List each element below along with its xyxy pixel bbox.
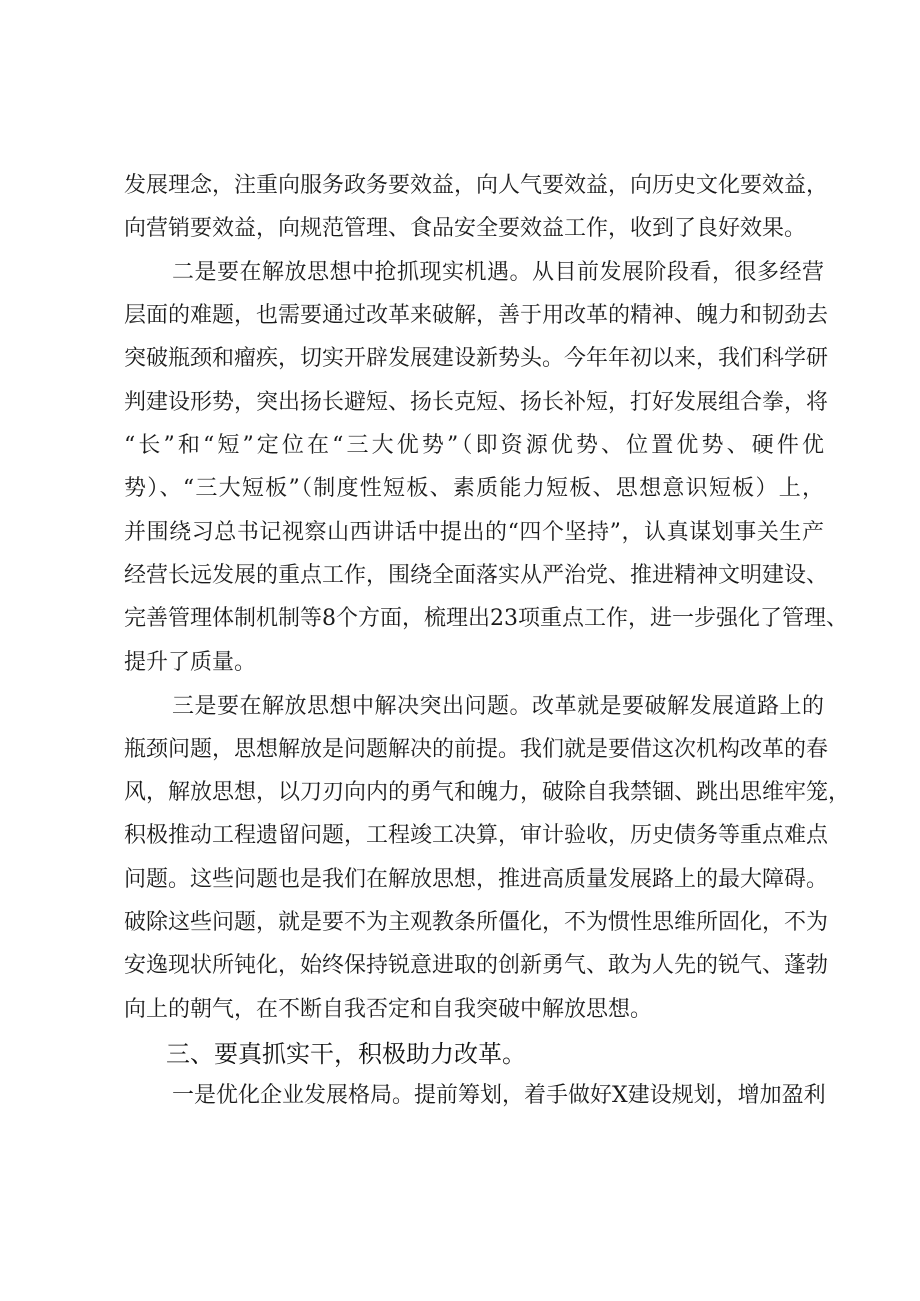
paragraph-2-line-5: “长”和“短”定位在“三大优势”（即资源优势、位置优势、硬件优 — [124, 433, 824, 458]
paragraph-3-line-7: 安逸现状所钝化，始终保持锐意进取的创新勇气、敢为人先的锐气、蓬勃 — [124, 953, 829, 978]
paragraph-2-line-10: 提升了质量。 — [124, 650, 257, 675]
paragraph-2-line-1: 二是要在解放思想中抢抓现实机遇。从目前发展阶段看，很多经营 — [172, 260, 824, 285]
paragraph-1-line-2: 向营销要效益，向规范管理、食品安全要效益工作，收到了良好效果。 — [124, 216, 807, 241]
paragraph-2-line-3: 突破瓶颈和瘤疾，切实开辟发展建设新势头。今年年初以来，我们科学研 — [124, 346, 829, 371]
section-heading: 三、要真抓实干，积极助力改革。 — [166, 1040, 526, 1068]
paragraph-2-line-6: 势）、“三大短板”（制度性短板、素质能力短板、思想意识短板）上， — [124, 476, 824, 501]
paragraph-3-line-3: 风，解放思想，以刀刃向内的勇气和魄力，破除自我禁锢、跳出思维牢笼， — [124, 780, 851, 805]
paragraph-2-line-9: 完善管理体制机制等8个方面，梳理出23项重点工作，进一步强化了管理、 — [124, 606, 848, 631]
paragraph-3-line-5: 问题。这些问题也是我们在解放思想，推进高质量发展路上的最大障碍。 — [124, 867, 829, 892]
paragraph-3-line-8: 向上的朝气，在不断自我否定和自我突破中解放思想。 — [124, 997, 653, 1022]
paragraph-2-line-2: 层面的难题，也需要通过改革来破解，善于用改革的精神、魄力和韧劲去 — [124, 303, 829, 328]
closing-line: 一是优化企业发展格局。提前筹划，着手做好X建设规划，增加盈利 — [172, 1083, 826, 1108]
paragraph-3-line-2: 瓶颈问题，思想解放是问题解决的前提。我们就是要借这次机构改革的春 — [124, 737, 829, 762]
paragraph-2-line-7: 并围绕习总书记视察山西讲话中提出的“四个坚持”，认真谋划事关生产 — [124, 520, 824, 545]
paragraph-1-line-1: 发展理念，注重向服务政务要效益，向人气要效益，向历史文化要效益， — [124, 173, 829, 198]
paragraph-2-line-4: 判建设形势，突出扬长避短、扬长克短、扬长补短，打好发展组合拳，将 — [124, 390, 829, 415]
paragraph-2-line-8: 经营长远发展的重点工作，围绕全面落实从严治党、推进精神文明建设、 — [124, 563, 829, 588]
paragraph-3-line-1: 三是要在解放思想中解决突出问题。改革就是要破解发展道路上的 — [172, 694, 824, 719]
paragraph-3-line-6: 破除这些问题，就是要不为主观教条所僵化，不为惯性思维所固化，不为 — [124, 910, 829, 935]
paragraph-3-line-4: 积极推动工程遗留问题，工程竣工决算，审计验收，历史债务等重点难点 — [124, 823, 829, 848]
